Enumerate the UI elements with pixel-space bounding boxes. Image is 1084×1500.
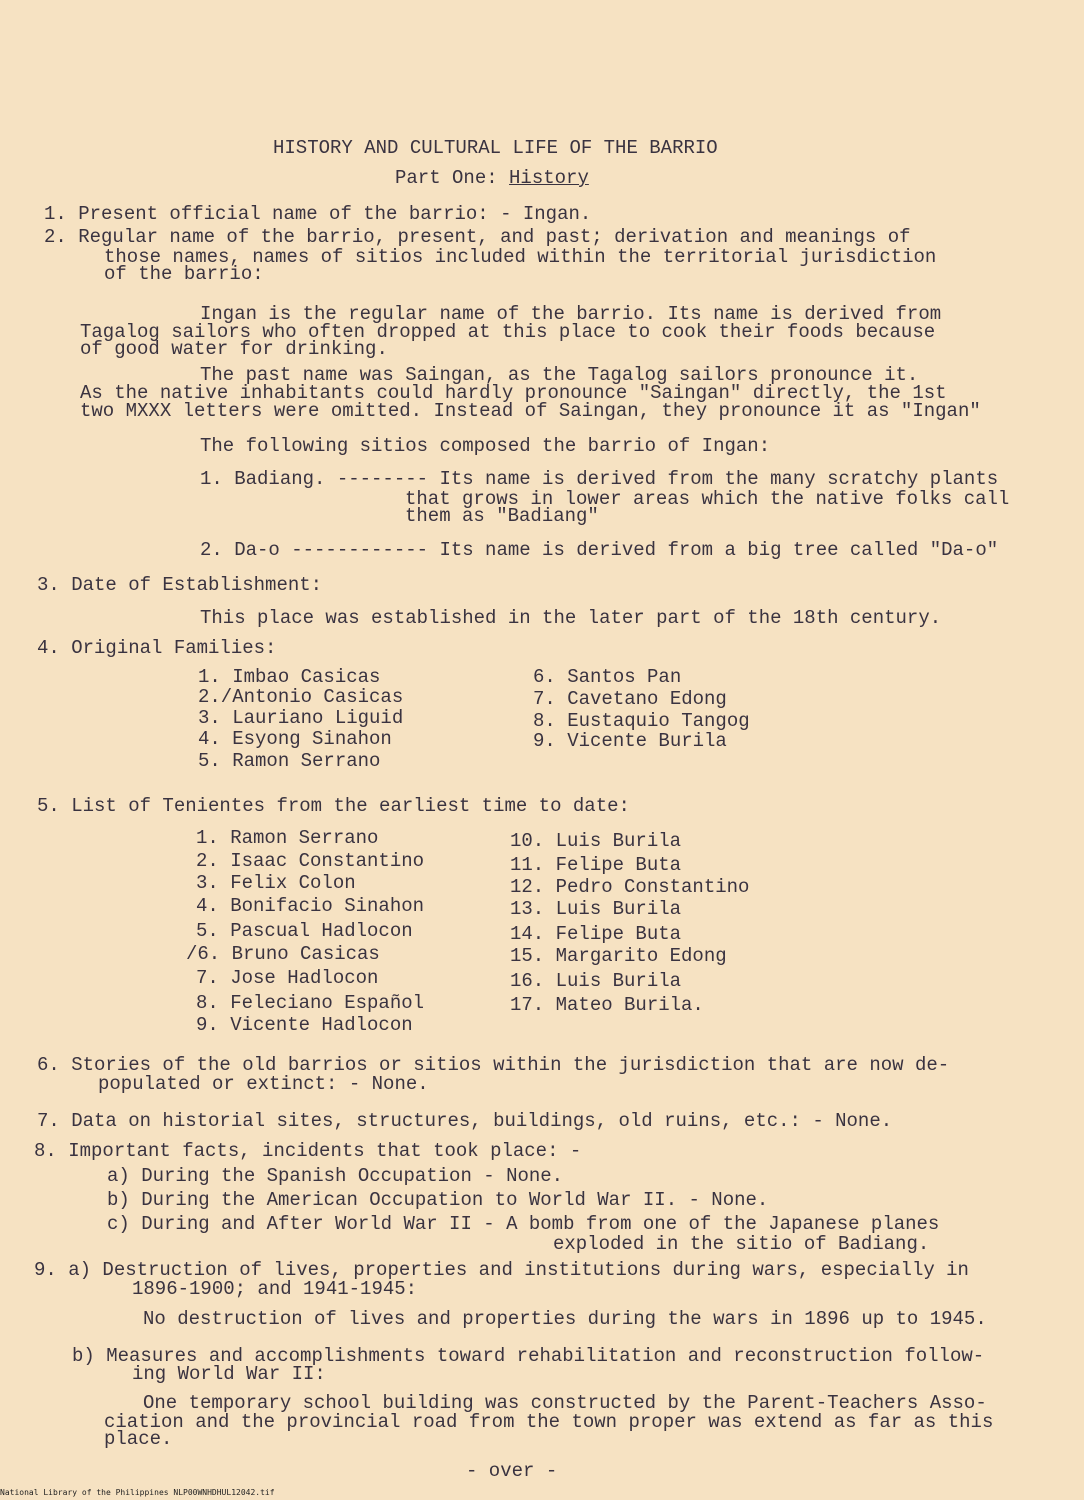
teniente-list-item: 2. Isaac Constantino	[196, 850, 425, 872]
q2-para2-line-2: As the native inhabitants could hardly pronounce "Saingan" directly, the 1st	[80, 382, 947, 404]
family-list-item: 4. Esyong Sinahon	[198, 728, 392, 750]
teniente-list-item: 7. Jose Hadlocon	[196, 967, 379, 989]
family-list-item: 9. Vicente Burila	[533, 730, 727, 752]
q4-label: 4. Original Families:	[37, 637, 277, 659]
q9-b-line-2: ing World War II:	[132, 1363, 326, 1385]
q8-c-line-1: c) During and After World War II - A bomb from one of the Japanese planes	[107, 1213, 940, 1235]
q9-b-line-1: b) Measures and accomplishments toward rehabilitation and reconstruction follow-	[72, 1345, 985, 1367]
teniente-list-item: 14. Felipe Buta	[510, 923, 682, 945]
sitio-1-line-2: that grows in lower areas which the native folks call	[405, 488, 1010, 510]
page-continuation: - over -	[466, 1460, 558, 1482]
sitio-2: 2. Da-o ------------ Its name is derived from a big tree called "Da-o"	[200, 539, 999, 561]
teniente-list-item: 4. Bonifacio Sinahon	[196, 895, 425, 917]
teniente-list-item: 16. Luis Burila	[510, 970, 682, 992]
q9-b-answer-line-3: place.	[104, 1428, 173, 1450]
archive-footer: National Library of the Philippines NLP00WNHDHUL12042.tif	[0, 1488, 275, 1497]
teniente-list-item: 3. Felix Colon	[196, 872, 356, 894]
q8-b: b) During the American Occupation to World War II. - None.	[107, 1189, 769, 1211]
q7-historical-sites: 7. Data on historial sites, structures, buildings, old ruins, etc.: - None.	[37, 1110, 893, 1132]
q9-a-line-2: 1896-1900; and 1941-1945:	[132, 1278, 418, 1300]
family-list-item: 5. Ramon Serrano	[198, 750, 381, 772]
sitios-intro: The following sitios composed the barrio of Ingan:	[200, 435, 771, 457]
q8-label: 8. Important facts, incidents that took place: -	[34, 1140, 582, 1162]
family-list-item: 3. Lauriano Liguid	[198, 707, 404, 729]
q2-line-2: those names, names of sitios included within the territorial jurisdiction	[104, 246, 937, 268]
sitio-1-line-3: them as "Badiang"	[405, 505, 599, 527]
teniente-list-item: 12. Pedro Constantino	[510, 876, 750, 898]
q2-para1-line-2: Tagalog sailors who often dropped at this place to cook their foods because	[80, 321, 936, 343]
family-list-item: 2./Antonio Casicas	[198, 686, 404, 708]
q2-para2-line-1: The past name was Saingan, as the Tagalog sailors pronounce it.	[200, 364, 919, 386]
q2-line-1: 2. Regular name of the barrio, present, and past; derivation and meanings of	[44, 226, 911, 248]
teniente-list-item: 10. Luis Burila	[510, 830, 682, 852]
q6-line-2: populated or extinct: - None.	[98, 1073, 429, 1095]
q3-answer: This place was established in the later part of the 18th century.	[200, 607, 942, 629]
teniente-list-item: 8. Feleciano Español	[196, 992, 425, 1014]
q6-line-1: 6. Stories of the old barrios or sitios within the jurisdiction that are now de-	[37, 1054, 950, 1076]
teniente-list-item: 13. Luis Burila	[510, 898, 682, 920]
q9-b-answer-line-1: One temporary school building was constructed by the Parent-Teachers Asso-	[143, 1392, 987, 1414]
q8-a: a) During the Spanish Occupation - None.	[107, 1165, 564, 1187]
q9-a-answer: No destruction of lives and properties during the wars in 1896 up to 1945.	[143, 1308, 987, 1330]
q5-label: 5. List of Tenientes from the earliest time to date:	[37, 795, 630, 817]
q2-line-3: of the barrio:	[104, 263, 264, 285]
family-list-item: 8. Eustaquio Tangog	[533, 710, 750, 732]
part-heading: Part One: History	[395, 167, 589, 189]
q9-a-line-1: 9. a) Destruction of lives, properties and institutions during wars, especially in	[34, 1259, 969, 1281]
q2-para1-line-3: of good water for drinking.	[80, 338, 388, 360]
teniente-list-item: 15. Margarito Edong	[510, 945, 727, 967]
q3-label: 3. Date of Establishment:	[37, 574, 323, 596]
q2-para2-line-3: two MXXX letters were omitted. Instead of Saingan, they pronounce it as "Ingan"	[80, 400, 981, 422]
teniente-list-item: 17. Mateo Burila.	[510, 994, 704, 1016]
teniente-list-item: 5. Pascual Hadlocon	[196, 920, 413, 942]
q1-official-name: 1. Present official name of the barrio: - Ingan.	[44, 203, 592, 225]
document-title: HISTORY AND CULTURAL LIFE OF THE BARRIO	[273, 137, 718, 159]
q2-para1-line-1: Ingan is the regular name of the barrio. Its name is derived from	[200, 303, 942, 325]
family-list-item: 7. Cavetano Edong	[533, 688, 727, 710]
teniente-list-item: /6. Bruno Casicas	[186, 943, 380, 965]
sitio-1-line-1: 1. Badiang. -------- Its name is derived from the many scratchy plants	[200, 468, 999, 490]
teniente-list-item: 9. Vicente Hadlocon	[196, 1014, 413, 1036]
family-list-item: 6. Santos Pan	[533, 666, 682, 688]
teniente-list-item: 1. Ramon Serrano	[196, 827, 379, 849]
q9-b-answer-line-2: ciation and the provincial road from the town proper was extend as far as this	[104, 1411, 994, 1433]
teniente-list-item: 11. Felipe Buta	[510, 854, 682, 876]
family-list-item: 1. Imbao Casicas	[198, 666, 381, 688]
q8-c-line-2: exploded in the sitio of Badiang.	[553, 1233, 930, 1255]
